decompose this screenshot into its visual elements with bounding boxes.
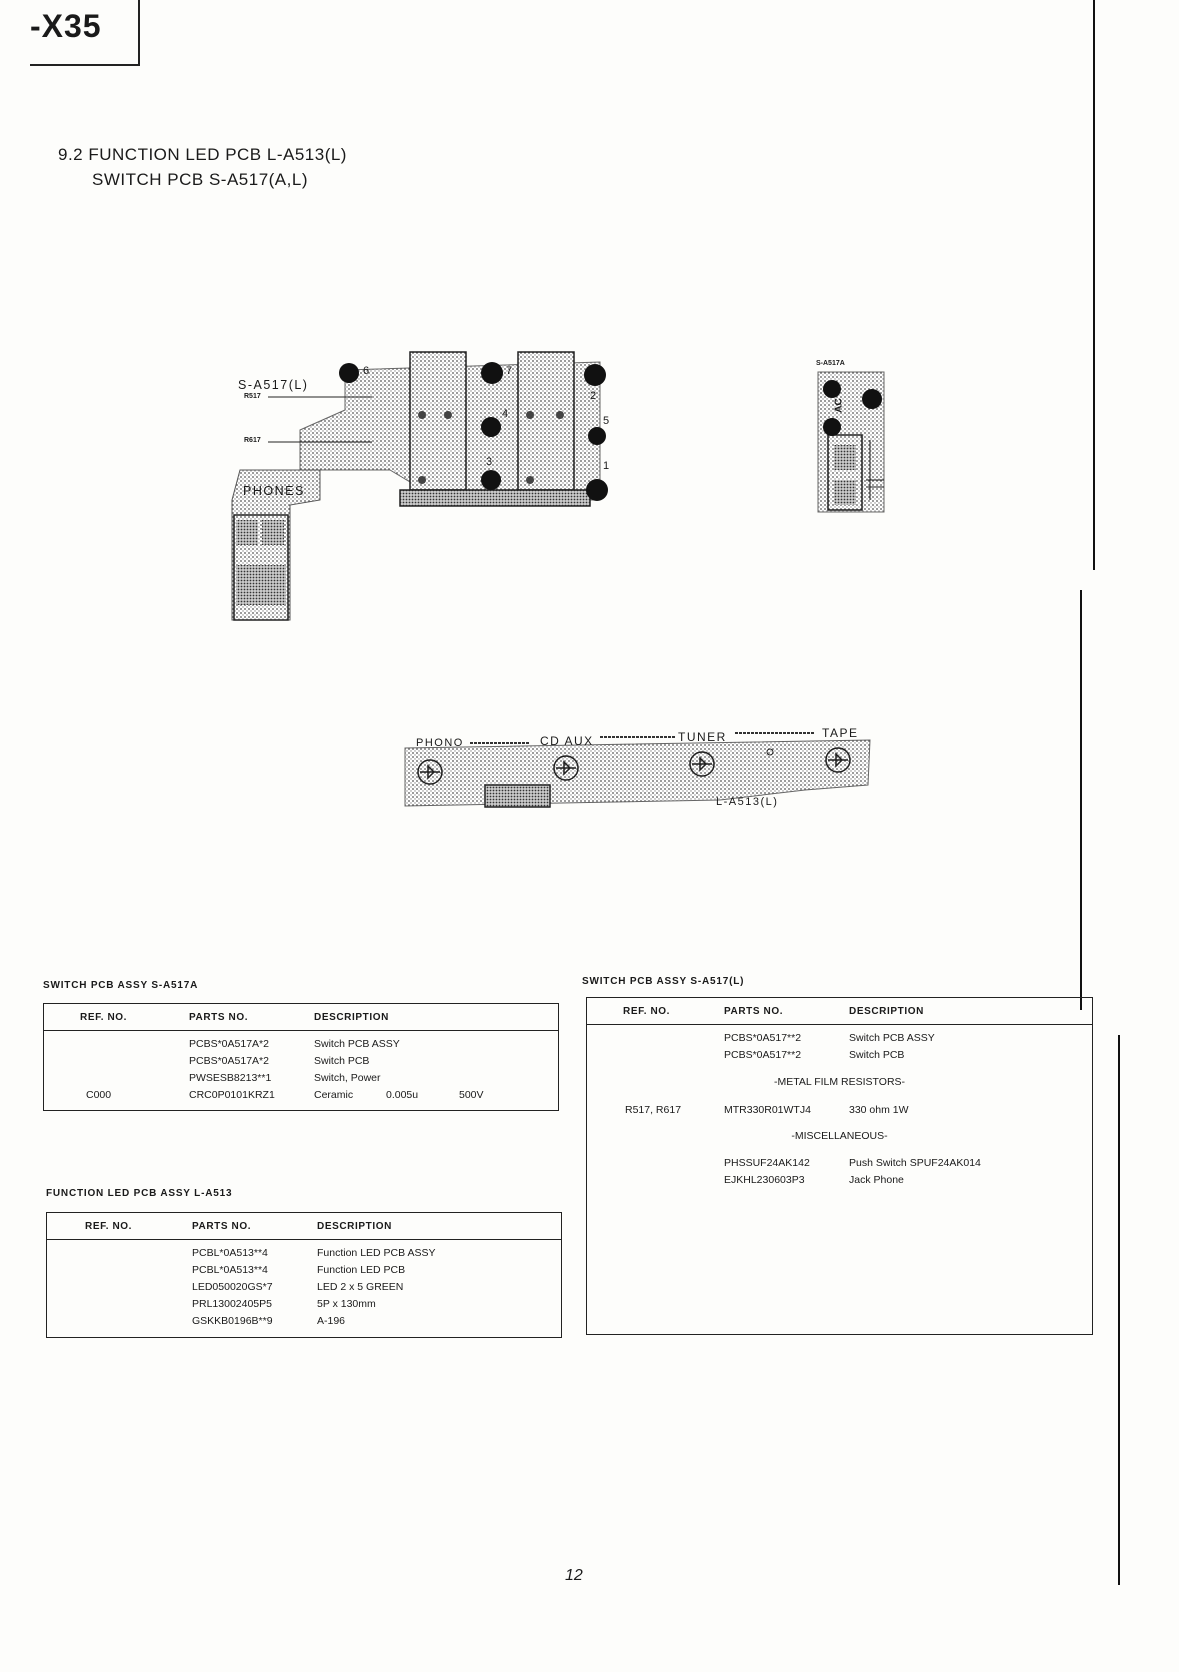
table-row [587,1174,1092,1190]
table-row [44,1072,558,1088]
page-edge-line-lower [1118,1035,1120,1585]
cell-desc: Switch PCB ASSY [314,1038,400,1050]
cell-desc: Ceramic [314,1089,354,1101]
col-ref: REF. NO. [80,1012,128,1023]
cell-desc: Function LED PCB [317,1264,406,1276]
pin-7-label: 7 [506,365,513,377]
table-row [44,1038,558,1054]
group-heading-misc: -MISCELLANEOUS- [791,1130,888,1142]
table-row [47,1298,561,1314]
tape-label: TAPE [822,726,859,740]
s-a517l-label: S-A517(L) [238,378,309,392]
section-title-line1: 9.2 FUNCTION LED PCB L-A513(L) [58,145,347,164]
table-s517a [43,1003,559,1111]
cell-desc: Function LED PCB ASSY [317,1247,436,1259]
l-a513l-label: L-A513(L) [716,796,779,808]
cell-desc: Switch PCB [849,1049,905,1061]
cell-ref: R517, R617 [625,1104,682,1116]
table-s517a-title: SWITCH PCB ASSY S-A517A [43,980,199,991]
col-parts: PARTS NO. [189,1012,249,1023]
pin-1-label: 1 [603,460,610,472]
s-a517a-label: S-A517A [816,360,845,367]
r617-label: R617 [244,437,261,444]
cell-parts: LED050020GS*7 [192,1281,273,1293]
cell-desc: 330 ohm 1W [849,1104,909,1116]
cell-parts: PCBS*0A517**2 [724,1049,802,1061]
pin-4-label: 4 [502,408,509,420]
cell-voltage: 500V [459,1089,484,1101]
cell-desc: 5P x 130mm [317,1298,376,1310]
section-title-line2: SWITCH PCB S-A517(A,L) [92,170,308,189]
table-row [47,1264,561,1280]
table-row [587,1157,1092,1173]
pin-2-label: 2 [590,390,597,402]
table-row [587,1104,1092,1120]
table-row [47,1247,561,1263]
cell-desc: Switch, Power [314,1072,381,1084]
table-la513-title: FUNCTION LED PCB ASSY L-A513 [46,1188,233,1199]
model-number: -X35 [30,8,102,44]
col-parts: PARTS NO. [192,1221,252,1232]
cell-desc: A-196 [317,1315,346,1327]
table-row [44,1055,558,1071]
phones-label: PHONES [243,484,305,498]
switch-rail [400,490,590,506]
pad-4 [481,417,501,437]
table-row [47,1281,561,1297]
cell-ref: C000 [86,1089,112,1101]
cell-desc: Jack Phone [849,1174,904,1186]
table-row [587,1032,1092,1048]
pin-5-label: 5 [603,415,610,427]
ac-label: AC [833,398,845,413]
table-row [587,1049,1092,1065]
cell-desc: Switch PCB ASSY [849,1032,935,1044]
cell-desc: Push Switch SPUF24AK014 [849,1157,981,1169]
cell-parts: GSKKB0196B**9 [192,1315,273,1327]
pin-3-label: 3 [486,456,493,468]
cell-parts: EJKHL230603P3 [724,1174,805,1186]
cell-value: 0.005u [386,1089,419,1101]
phono-label: PHONO [416,737,464,749]
led-pcb-l-a513l-diagram [405,733,870,807]
cell-parts: PRL13002405P5 [192,1298,272,1310]
pad-2 [584,364,606,386]
switch-body-right [518,352,574,490]
cell-parts: PCBL*0A513**4 [192,1247,268,1259]
cell-parts: CRC0P0101KRZ1 [189,1089,275,1101]
cell-parts: PCBL*0A513**4 [192,1264,268,1276]
cd-aux-label: CD AUX [540,734,594,748]
col-desc: DESCRIPTION [849,1006,924,1017]
table-header [47,1213,561,1240]
table-header [587,998,1092,1025]
col-desc: DESCRIPTION [314,1012,389,1023]
cell-parts: MTR330R01WTJ4 [724,1104,811,1116]
switch-body-left [410,352,466,490]
table-s517l [586,997,1093,1335]
page-number: 12 [565,1567,583,1584]
cell-desc: LED 2 x 5 GREEN [317,1281,404,1293]
tuner-label: TUNER [678,730,727,744]
col-desc: DESCRIPTION [317,1221,392,1232]
pad-1 [586,479,608,501]
table-row [44,1089,558,1105]
pad-5 [588,427,606,445]
table-header [44,1004,558,1031]
pad-6 [339,363,359,383]
group-heading-metal-film: -METAL FILM RESISTORS- [773,1076,906,1088]
table-la513 [46,1212,562,1338]
cell-parts: PHSSUF24AK142 [724,1157,810,1169]
table-s517l-title: SWITCH PCB ASSY S-A517(L) [582,976,745,987]
table-row [47,1315,561,1331]
cell-parts: PWSESB8213**1 [189,1072,272,1084]
pad-7 [481,362,503,384]
cell-parts: PCBS*0A517A*2 [189,1038,269,1050]
col-ref: REF. NO. [623,1006,671,1017]
pad-3 [481,470,501,490]
col-parts: PARTS NO. [724,1006,784,1017]
led-connector [485,785,550,807]
cell-parts: PCBS*0A517A*2 [189,1055,269,1067]
pin-6-label: 6 [363,365,370,377]
cell-parts: PCBS*0A517**2 [724,1032,802,1044]
cell-desc: Switch PCB [314,1055,370,1067]
switch-pcb-s-a517a-diagram [818,372,884,512]
r517-label: R517 [244,393,261,400]
col-ref: REF. NO. [85,1221,133,1232]
